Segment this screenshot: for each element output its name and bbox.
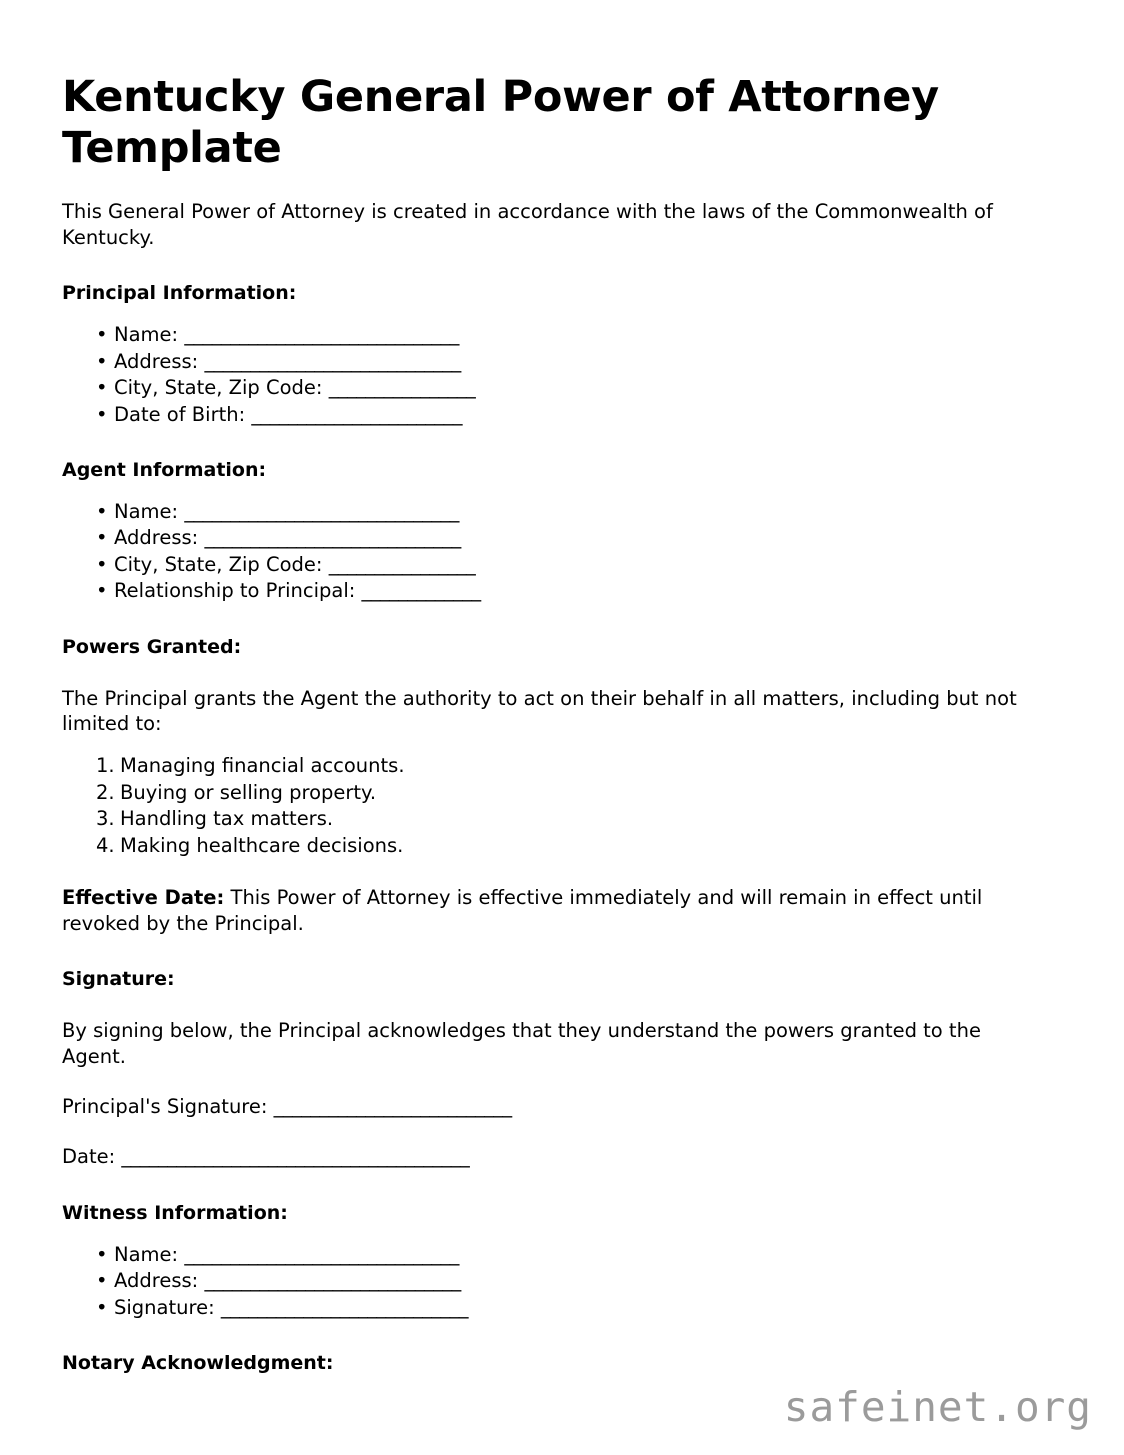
list-item: Managing financial accounts.	[120, 754, 405, 778]
effective-date-text: This Power of Attorney is effective immediately and will remain in effect until revoked by the Principal.	[62, 886, 983, 936]
signature-heading: Signature:	[62, 968, 175, 991]
list-item: Making healthcare decisions.	[120, 833, 404, 857]
field-label: Name:	[114, 1242, 179, 1266]
field-blank-line[interactable]: ____________________________	[204, 349, 461, 373]
list-item	[114, 375, 1047, 402]
agent-information-heading: Agent Information:	[62, 459, 267, 482]
field-blank-line[interactable]: ______________________________	[184, 323, 459, 346]
field-label: Address:	[114, 349, 199, 373]
document-content	[62, 62, 1047, 1376]
principal-signature-blank[interactable]: __________________________	[273, 1094, 512, 1118]
powers-granted-intro: The Principal grants the Agent the authority to act on their behalf in all matters, including but not limited to:	[62, 686, 1017, 736]
signature-date-label: Date:	[62, 1145, 116, 1169]
intro-paragraph: This General Power of Attorney is created in accordance with the laws of the Commonwealth of Kentucky.	[62, 200, 993, 250]
field-blank-line[interactable]: ___________________________	[220, 1295, 468, 1319]
list-item	[114, 552, 1047, 579]
page-title: Kentucky General Power of Attorney Template	[62, 72, 939, 173]
agent-information-field-list	[62, 499, 1047, 605]
principal-information-heading: Principal Information:	[62, 282, 297, 305]
list-item	[114, 1268, 1047, 1295]
list-item	[114, 499, 1047, 526]
list-item	[114, 525, 1047, 552]
principal-information-field-list	[62, 322, 1047, 428]
site-watermark: safeinet.org	[783, 1383, 1092, 1431]
list-item: Buying or selling property.	[120, 780, 377, 804]
field-label: City, State, Zip Code:	[114, 552, 323, 576]
field-blank-line[interactable]: ________________	[328, 552, 476, 576]
effective-date-paragraph	[62, 885, 1047, 937]
witness-information-heading: Witness Information:	[62, 1201, 288, 1224]
signature-date-blank[interactable]: ______________________________________	[121, 1145, 470, 1169]
list-item	[114, 322, 1047, 349]
field-blank-line[interactable]: ______________________________	[184, 499, 459, 523]
signature-date-line	[62, 1144, 1047, 1171]
field-blank-line[interactable]: _____________	[361, 579, 481, 603]
field-blank-line[interactable]: _______________________	[251, 402, 462, 426]
field-label: Address:	[114, 526, 199, 550]
field-label: Signature:	[114, 1295, 215, 1319]
field-label: Name:	[114, 323, 179, 346]
field-blank-line[interactable]: ______________________________	[184, 1242, 459, 1266]
field-label: City, State, Zip Code:	[114, 376, 323, 400]
field-label: Date of Birth:	[114, 402, 246, 426]
list-item	[114, 1242, 1047, 1269]
field-blank-line[interactable]: ____________________________	[204, 526, 461, 550]
list-item	[114, 578, 1047, 605]
list-item	[114, 349, 1047, 376]
field-blank-line[interactable]: ____________________________	[204, 1269, 461, 1293]
list-item: Handling tax matters.	[120, 807, 334, 831]
field-label: Address:	[114, 1269, 199, 1293]
field-blank-line[interactable]: ________________	[328, 376, 476, 400]
principal-signature-label: Principal's Signature:	[62, 1094, 268, 1118]
witness-information-field-list	[62, 1242, 1047, 1322]
field-label: Relationship to Principal:	[114, 579, 356, 603]
powers-granted-heading: Powers Granted:	[62, 635, 242, 658]
notary-acknowledgment-heading: Notary Acknowledgment:	[62, 1352, 334, 1375]
principal-signature-line	[62, 1094, 1047, 1121]
effective-date-label: Effective Date:	[62, 886, 225, 910]
field-label: Name:	[114, 499, 179, 523]
list-item	[114, 402, 1047, 429]
list-item	[114, 1295, 1047, 1322]
powers-granted-list	[62, 753, 1047, 859]
signature-paragraph: By signing below, the Principal acknowledges that they understand the powers granted to the Agent.	[62, 1018, 981, 1068]
